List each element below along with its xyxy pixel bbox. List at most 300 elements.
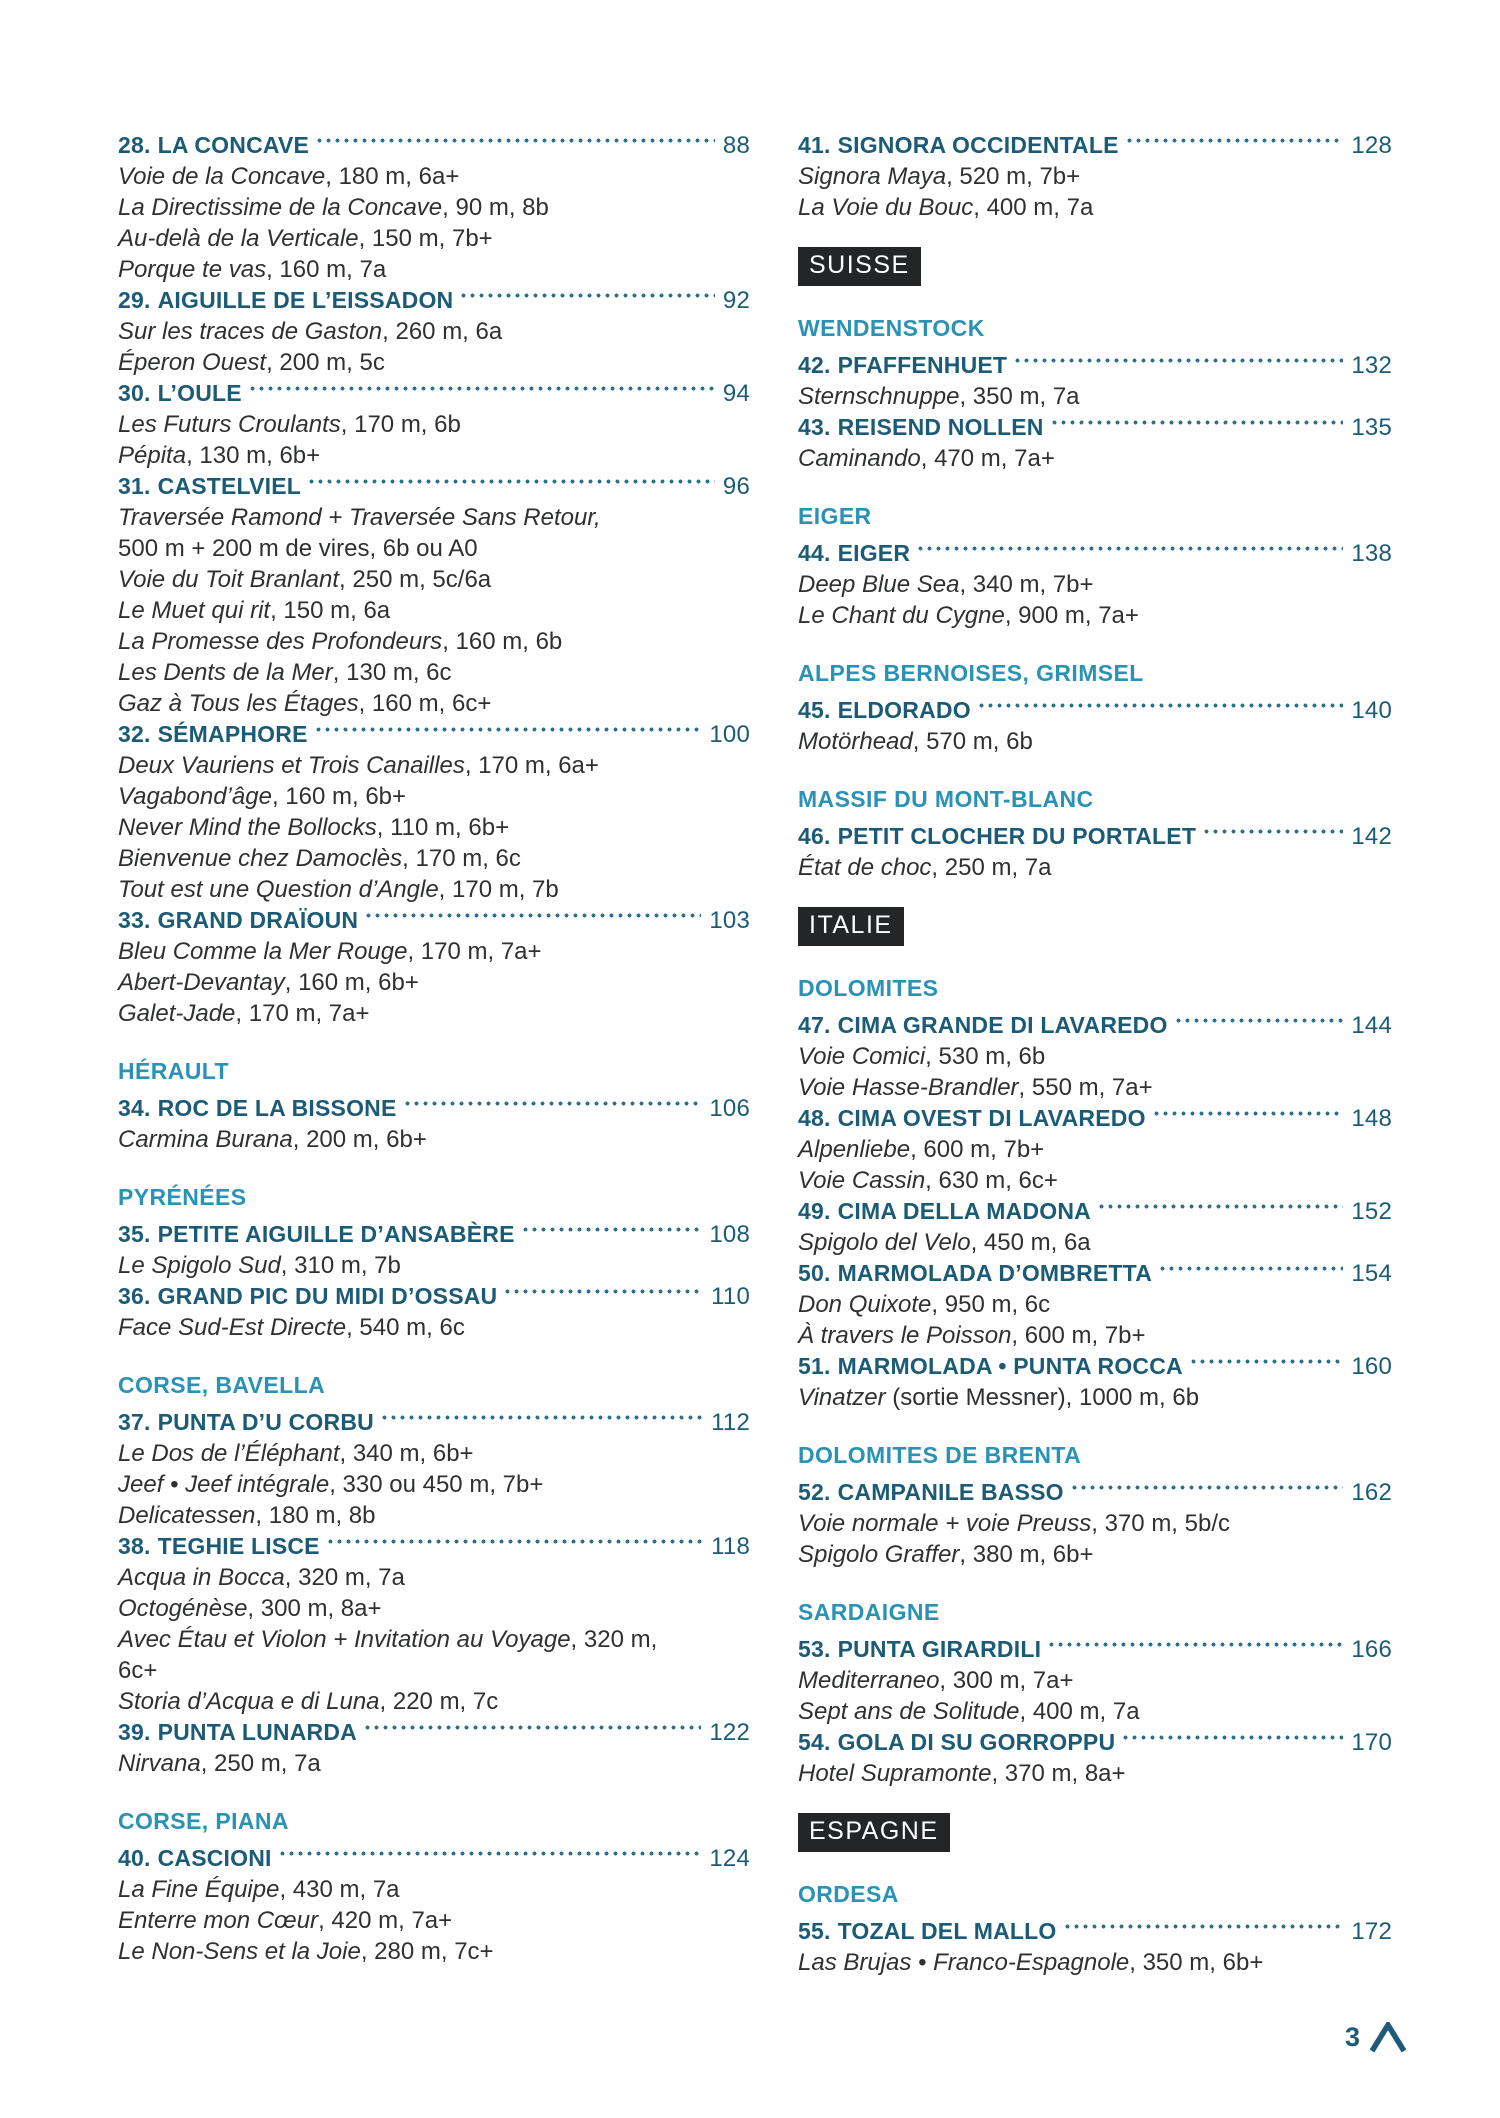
route-name: Le Non-Sens et la Joie [118,1938,361,1965]
toc-entry-page-number: 154 [1351,1260,1392,1287]
route-name: Éperon Ouest [118,349,267,376]
dotted-leader [306,471,715,502]
route-details: , 430 m, 7a [279,1876,400,1903]
toc-entry-title [118,1717,357,1748]
route-details: (sortie Messner), 1000 m, 6b [885,1384,1200,1411]
route-details: , 420 m, 7a+ [318,1907,453,1934]
toc-entry-name: PUNTA D’U CORBU [157,1409,374,1435]
route-name: Vinatzer [798,1384,886,1411]
route-name: Jeef • Jeef intégrale [118,1471,330,1498]
toc-entry-page-number: 100 [709,721,750,748]
toc-entry-name: L’OULE [157,380,242,406]
route-details: , 160 m, 6b+ [284,969,419,996]
route-name: Porque te vas [118,256,267,283]
route-line [118,161,750,192]
route-name: La Fine Équipe [118,1876,280,1903]
toc-entry [118,905,750,1029]
route-line [118,1312,750,1343]
toc-entry-number: 32. [118,721,151,747]
toc-entry-title [798,1351,1183,1382]
route-details: , 600 m, 7b+ [1011,1322,1146,1349]
toc-entry-page-number: 135 [1351,414,1392,441]
route-details: , 340 m, 6b+ [339,1440,474,1467]
toc-entry-name: AIGUILLE DE L’EISSADON [157,287,454,313]
route-name: Acqua in Bocca [118,1564,285,1591]
route-line [118,1438,750,1469]
toc-entry-title [118,1407,374,1438]
toc-entry-heading[interactable] [118,905,750,936]
route-line [798,1947,1392,1978]
route-name: Deux Vauriens et Trois Canailles [118,752,465,779]
toc-entry-title [118,1219,515,1250]
toc-entry-heading[interactable] [798,1196,1392,1227]
route-details: , 160 m, 7a [266,256,387,283]
toc-entry [118,719,750,905]
route-line [118,1748,750,1779]
toc-entry-name: CASTELVIEL [157,473,301,499]
toc-entry-number: 29. [118,287,151,313]
route-details: , 380 m, 6b+ [959,1541,1094,1568]
route-details: , 550 m, 7a+ [1018,1074,1153,1101]
route-name: Storia d’Acqua e di Luna [118,1688,380,1715]
toc-entry-name: GRAND PIC DU MIDI D’OSSAU [157,1283,498,1309]
dotted-leader [362,1717,701,1748]
route-name: Sternschnuppe [798,383,960,410]
toc-entry-heading[interactable] [798,1258,1392,1289]
route-name: Le Dos de l’Éléphant [118,1440,340,1467]
toc-entry-number: 30. [118,380,151,406]
toc-entry [798,1258,1392,1351]
toc-entry [118,285,750,378]
toc-entry-heading[interactable] [798,1010,1392,1041]
toc-entry-page-number: 138 [1351,540,1392,567]
route-name: Signora Maya [798,163,947,190]
toc-entry-heading[interactable] [798,821,1392,852]
toc-entry-name: ELDORADO [837,697,971,723]
route-line [798,1289,1392,1320]
dotted-leader [1062,1916,1344,1947]
route-line [798,1696,1392,1727]
dotted-leader [502,1281,703,1312]
toc-entry-title [798,1727,1115,1758]
toc-entry-name: TOZAL DEL MALLO [837,1918,1057,1944]
toc-entry-page-number: 142 [1351,823,1392,850]
route-details: , 250 m, 5c/6a [339,566,492,593]
toc-entry [798,1634,1392,1727]
toc-entry-number: 51. [798,1353,831,1379]
toc-entry-name: GRAND DRAÏOUN [157,907,359,933]
route-name: Vagabond’âge [118,783,272,810]
route-line [118,595,750,626]
toc-entry-title [798,1103,1146,1134]
toc-entry-heading[interactable] [798,1103,1392,1134]
toc-entry-heading[interactable] [118,719,750,750]
route-line [118,1500,750,1531]
route-details: , 950 m, 6c [931,1291,1051,1318]
toc-entry-title [118,719,308,750]
toc-entry-heading[interactable] [118,1093,750,1124]
route-line [118,1624,750,1655]
route-line [798,569,1392,600]
toc-entry-number: 34. [118,1095,151,1121]
route-details: , 200 m, 5c [266,349,385,376]
toc-entry-title [118,905,358,936]
route-details: , 300 m, 7a+ [939,1667,1074,1694]
toc-entry-title [798,1477,1064,1508]
route-details: , 150 m, 7b+ [358,225,493,252]
toc-entry-heading[interactable] [118,1531,750,1562]
toc-entry-name: EIGER [837,540,911,566]
country-row [798,1813,1392,1852]
toc-entry-heading[interactable] [798,538,1392,569]
toc-entry-heading[interactable] [118,1407,750,1438]
route-line [798,1320,1392,1351]
toc-entry-title [798,350,1007,381]
toc-entry-number: 28. [118,132,151,158]
route-line [798,1758,1392,1789]
toc-entry-number: 48. [798,1105,831,1131]
toc-entry [798,350,1392,412]
route-line [118,1250,750,1281]
route-details: 6c+ [118,1657,158,1684]
section-heading: SARDAIGNE [798,1599,940,1625]
toc-entry-name: CIMA OVEST DI LAVAREDO [837,1105,1146,1131]
toc-entry-heading[interactable] [798,1477,1392,1508]
route-name: Spigolo del Velo [798,1229,971,1256]
toc-entry [118,1717,750,1779]
route-line [798,443,1392,474]
toc-entry-name: LA CONCAVE [157,132,310,158]
toc-entry-heading[interactable] [118,471,750,502]
route-line [798,1382,1392,1413]
route-line [118,192,750,223]
toc-entry [798,1916,1392,1978]
dotted-leader [1188,1351,1344,1382]
toc-entry-name: SÉMAPHORE [157,721,308,747]
toc-entry-name: GOLA DI SU GORROPPU [837,1729,1116,1755]
toc-entry-page-number: 92 [722,287,750,314]
route-line [118,874,750,905]
toc-entry [798,695,1392,757]
route-line [798,1665,1392,1696]
route-name: La Promesse des Profondeurs [118,628,443,655]
toc-entry-page-number: 88 [722,132,750,159]
toc-entry-name: PUNTA GIRARDILI [837,1636,1042,1662]
toc-entry-page-number: 170 [1351,1729,1392,1756]
route-line [798,1227,1392,1258]
route-line [118,812,750,843]
route-line [118,1562,750,1593]
toc-entry-number: 41. [798,132,831,158]
toc-entry [798,1010,1392,1103]
toc-entry-title [798,412,1044,443]
route-details: , 540 m, 6c [346,1314,465,1341]
route-details: 500 m + 200 m de vires, 6b ou A0 [118,535,478,562]
route-details: , 170 m, 6c [402,845,521,872]
toc-entry-heading[interactable] [118,1219,750,1250]
dotted-leader [1120,1727,1343,1758]
route-line [798,1134,1392,1165]
toc-entry [118,1093,750,1155]
country-row [798,907,1392,946]
route-details: , 370 m, 8a+ [991,1760,1126,1787]
route-line [118,409,750,440]
toc-entry-heading[interactable] [798,130,1392,161]
toc-entry-heading[interactable] [798,1634,1392,1665]
route-details: , 630 m, 6c+ [925,1167,1058,1194]
route-name: Never Mind the Bollocks [118,814,377,841]
route-name: Le Muet qui rit [118,597,271,624]
toc-columns [118,130,1392,1978]
section-heading: CORSE, PIANA [118,1808,289,1834]
section-heading: CORSE, BAVELLA [118,1372,326,1398]
route-name: Mediterraneo [798,1667,940,1694]
toc-entry-page-number: 172 [1351,1918,1392,1945]
route-name: Bienvenue chez Damoclès [118,845,403,872]
route-details: , 170 m, 6b [340,411,461,438]
route-name: Voie Comici [798,1043,926,1070]
toc-entry-title [798,1634,1041,1665]
dotted-leader [1151,1103,1344,1134]
route-details: , 110 m, 6b+ [376,814,510,841]
toc-entry-heading[interactable] [118,378,750,409]
toc-entry-page-number: 103 [709,907,750,934]
toc-entry-heading[interactable] [118,1281,750,1312]
route-name: Carmina Burana [118,1126,293,1153]
toc-entry-heading[interactable] [798,412,1392,443]
toc-entry [798,1727,1392,1789]
toc-entry-name: CIMA DELLA MADONA [837,1198,1091,1224]
route-details: , 530 m, 6b [925,1043,1046,1070]
route-line [118,1905,750,1936]
toc-entry-number: 49. [798,1198,831,1224]
route-line [118,316,750,347]
route-line [118,843,750,874]
dotted-leader [1012,350,1343,381]
toc-entry-name: PETIT CLOCHER DU PORTALET [837,823,1197,849]
country-label: SUISSE [798,247,921,286]
route-line [118,781,750,812]
route-name: Tout est une Question d’Angle [118,876,439,903]
route-line [118,1874,750,1905]
route-details: , 180 m, 8b [255,1502,376,1529]
route-name: Bleu Comme la Mer Rouge [118,938,408,965]
route-line [798,1508,1392,1539]
toc-entry-number: 37. [118,1409,151,1435]
route-line [118,750,750,781]
dotted-leader [1046,1634,1343,1665]
route-details: , 570 m, 6b [912,728,1033,755]
country-label: ESPAGNE [798,1813,950,1852]
route-details: , 250 m, 7a [931,854,1052,881]
toc-entry-number: 44. [798,540,831,566]
toc-entry-title [798,1196,1091,1227]
toc-entry-page-number: 148 [1351,1105,1392,1132]
route-name: Au-delà de la Verticale [118,225,359,252]
route-line [118,254,750,285]
toc-entry-title [798,1010,1168,1041]
route-line [118,1124,750,1155]
route-line [118,1593,750,1624]
toc-entry-title [118,1281,497,1312]
dotted-leader [1157,1258,1343,1289]
toc-entry-number: 54. [798,1729,831,1755]
toc-entry-page-number: 152 [1351,1198,1392,1225]
toc-entry [118,1531,750,1717]
toc-entry-page-number: 112 [711,1409,750,1436]
toc-entry-title [118,1843,272,1874]
section-heading: WENDENSTOCK [798,315,985,341]
toc-entry-page-number: 96 [722,473,750,500]
toc-entry-heading[interactable] [798,1916,1392,1947]
route-line [798,600,1392,631]
country-row [798,247,1392,286]
section-heading: ALPES BERNOISES, GRIMSEL [798,660,1144,686]
mountain-chevron-icon [1369,2022,1407,2053]
route-line [798,1072,1392,1103]
route-details: , 170 m, 7a+ [407,938,542,965]
toc-entry-title [798,821,1196,852]
route-name: Voie Cassin [798,1167,926,1194]
toc-entry-title [798,130,1119,161]
toc-entry-page-number: 132 [1351,352,1392,379]
toc-entry-heading[interactable] [798,350,1392,381]
dotted-leader [915,538,1343,569]
toc-entry-number: 39. [118,1719,151,1745]
route-name: Motörhead [798,728,913,755]
route-details: , 310 m, 7b [280,1252,401,1279]
toc-entry-title [118,130,309,161]
route-details: , 220 m, 7c [379,1688,499,1715]
dotted-leader [314,130,715,161]
route-details: , 130 m, 6b+ [186,442,321,469]
toc-entry [798,1351,1392,1413]
toc-entry-heading[interactable] [118,1843,750,1874]
route-name: Gaz à Tous les Étages [118,690,359,717]
route-details: , 130 m, 6c [332,659,452,686]
toc-entry [798,821,1392,883]
route-line [118,440,750,471]
toc-entry-number: 31. [118,473,151,499]
toc-entry-heading[interactable] [118,130,750,161]
route-details: , 450 m, 6a [970,1229,1091,1256]
toc-entry [798,130,1392,223]
toc-entry-number: 42. [798,352,831,378]
route-line [118,533,750,564]
route-name: Pépita [118,442,187,469]
toc-entry-heading[interactable] [118,285,750,316]
toc-entry [798,1103,1392,1196]
route-details: , 280 m, 7c+ [360,1938,494,1965]
toc-entry-name: ROC DE LA BISSONE [157,1095,397,1121]
route-details: , 170 m, 7b [438,876,559,903]
route-details: , 350 m, 7a [959,383,1080,410]
route-details: , 170 m, 6a+ [464,752,599,779]
route-details: , 160 m, 6b [442,628,563,655]
route-line [118,1469,750,1500]
route-line [798,1539,1392,1570]
route-name: La Directissime de la Concave [118,194,443,221]
toc-entry-heading[interactable] [118,1717,750,1748]
route-details: , 90 m, 8b [442,194,549,221]
toc-entry-title [798,1258,1152,1289]
dotted-leader [520,1219,702,1250]
route-details: , 300 m, 8a+ [247,1595,382,1622]
toc-entry-heading[interactable] [798,1351,1392,1382]
toc-entry-page-number: 144 [1351,1012,1392,1039]
toc-entry-number: 46. [798,823,831,849]
toc-entry [118,471,750,719]
route-line [118,967,750,998]
toc-entry [118,1219,750,1281]
route-details: , 900 m, 7a+ [1004,602,1139,629]
toc-entry-heading[interactable] [798,695,1392,726]
page-number: 3 [1344,2022,1360,2052]
toc-entry-name: MARMOLADA D’OMBRETTA [837,1260,1153,1286]
route-name: Alpenliebe [798,1136,911,1163]
toc-entry-title [118,378,242,409]
dotted-leader [1173,1010,1344,1041]
route-line [798,852,1392,883]
section-heading: HÉRAULT [118,1058,229,1084]
route-details: , 320 m, 7a [284,1564,405,1591]
toc-column-right [798,130,1392,1978]
toc-entry-page-number: 122 [709,1719,750,1746]
toc-entry-page-number: 124 [709,1845,750,1872]
route-line [798,1041,1392,1072]
route-name: Avec Étau et Violon + Invitation au Voyage [118,1626,571,1653]
toc-entry-title [798,695,971,726]
toc-entry [798,1477,1392,1570]
dotted-leader [976,695,1344,726]
toc-entry [798,1196,1392,1258]
toc-entry-name: CIMA GRANDE DI LAVAREDO [837,1012,1168,1038]
toc-entry [118,378,750,471]
route-line [118,936,750,967]
route-name: État de choc [798,854,932,881]
toc-entry-name: CASCIONI [157,1845,272,1871]
dotted-leader [458,285,715,316]
toc-entry [798,538,1392,631]
toc-entry-number: 45. [798,697,831,723]
route-line [798,161,1392,192]
route-details: , 150 m, 6a [270,597,391,624]
route-name: Voie normale + voie Preuss [798,1510,1092,1537]
toc-entry-page-number: 162 [1351,1479,1392,1506]
section-heading: EIGER [798,503,872,529]
route-details: , 180 m, 6a+ [325,163,460,190]
toc-entry-number: 43. [798,414,831,440]
route-name: Enterre mon Cœur [118,1907,319,1934]
route-details: , 160 m, 6b+ [271,783,407,810]
route-details: , 250 m, 7a [200,1750,321,1777]
route-name: Sur les traces de Gaston [118,318,383,345]
dotted-leader [1069,1477,1344,1508]
route-line [118,1655,750,1686]
route-name: Les Dents de la Mer [118,659,333,686]
toc-entry-name: PETITE AIGUILLE D’ANSABÈRE [157,1221,515,1247]
route-name: Le Spigolo Sud [118,1252,281,1279]
route-name: Don Quixote [798,1291,932,1318]
route-name: Les Futurs Croulants [118,411,341,438]
toc-entry-page-number: 110 [711,1283,750,1310]
toc-entry [118,1407,750,1531]
toc-entry-number: 47. [798,1012,831,1038]
toc-entry-number: 35. [118,1221,151,1247]
toc-entry-number: 36. [118,1283,151,1309]
toc-entry-heading[interactable] [798,1727,1392,1758]
toc-entry-number: 55. [798,1918,831,1944]
